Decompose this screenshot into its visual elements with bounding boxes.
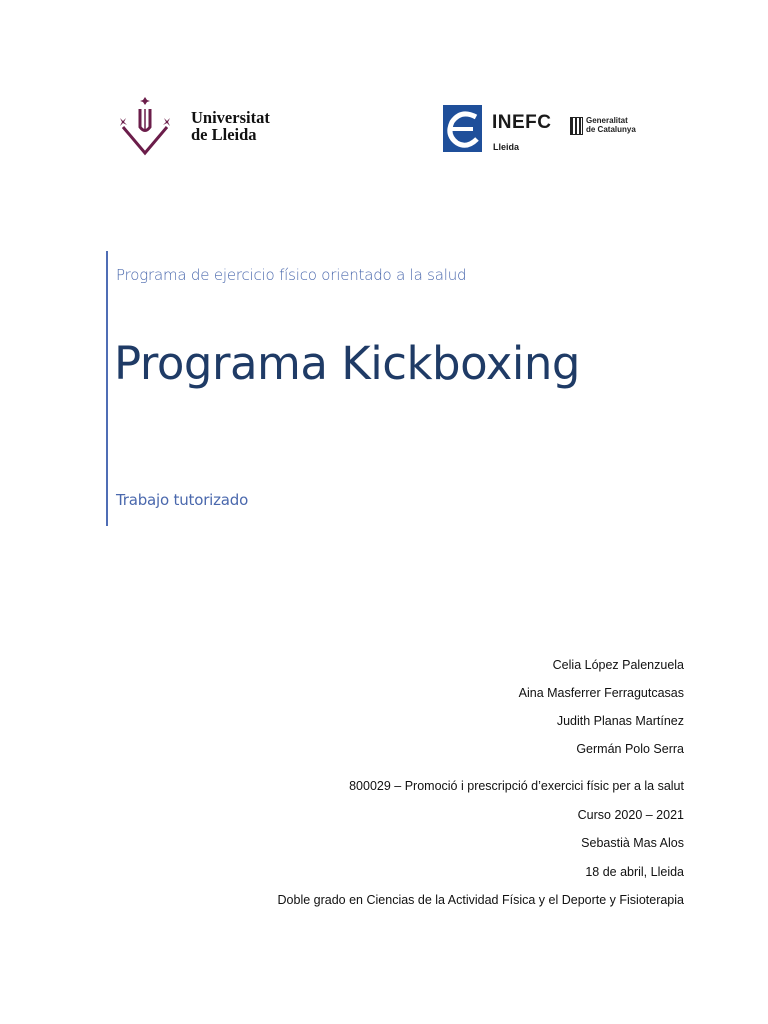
inefc-name: INEFC: [492, 112, 552, 133]
document-subtitle: Programa de ejercicio físico orientado a la salud: [116, 266, 467, 284]
generalitat-logo: [570, 116, 640, 138]
course-info: [278, 777, 684, 920]
degree-name: Doble grado en Ciencias de la Actividad Física y el Deporte y Fisioterapia: [277, 893, 684, 907]
tutor-name: Sebastià Mas Alos: [581, 836, 684, 850]
universitat-de-lleida-logo: [110, 96, 285, 160]
udl-line1: Universitat: [191, 108, 270, 127]
inefc-location: Lleida: [493, 142, 520, 152]
course-year: Curso 2020 – 2021: [577, 807, 684, 822]
document-title: Programa Kickboxing: [114, 337, 580, 390]
title-accent-bar: [106, 251, 108, 526]
author-name: Germán Polo Serra: [576, 742, 684, 756]
author-name: Judith Planas Martínez: [556, 714, 684, 728]
author-name: Celia López Palenzuela: [552, 658, 684, 672]
inefc-logo: [443, 105, 643, 157]
subject-line: 800029 – Promoció i prescripció d’exercici físic per a la salut: [349, 779, 684, 793]
udl-emblem-icon: [110, 96, 180, 160]
date-location: 18 de abril, Lleida: [585, 864, 684, 879]
inefc-emblem-icon: [443, 105, 482, 152]
gencat-line1: Generalitat: [586, 116, 628, 125]
author-name: Aina Masferrer Ferragutcasas: [518, 686, 684, 700]
gencat-line2: de Catalunya: [586, 125, 636, 134]
udl-line2: de Lleida: [191, 125, 257, 144]
document-type: Trabajo tutorizado: [116, 491, 249, 509]
senyera-icon: [570, 117, 583, 135]
udl-wordmark: [191, 109, 270, 143]
generalitat-wordmark: [586, 116, 636, 134]
author-list: [519, 656, 684, 768]
